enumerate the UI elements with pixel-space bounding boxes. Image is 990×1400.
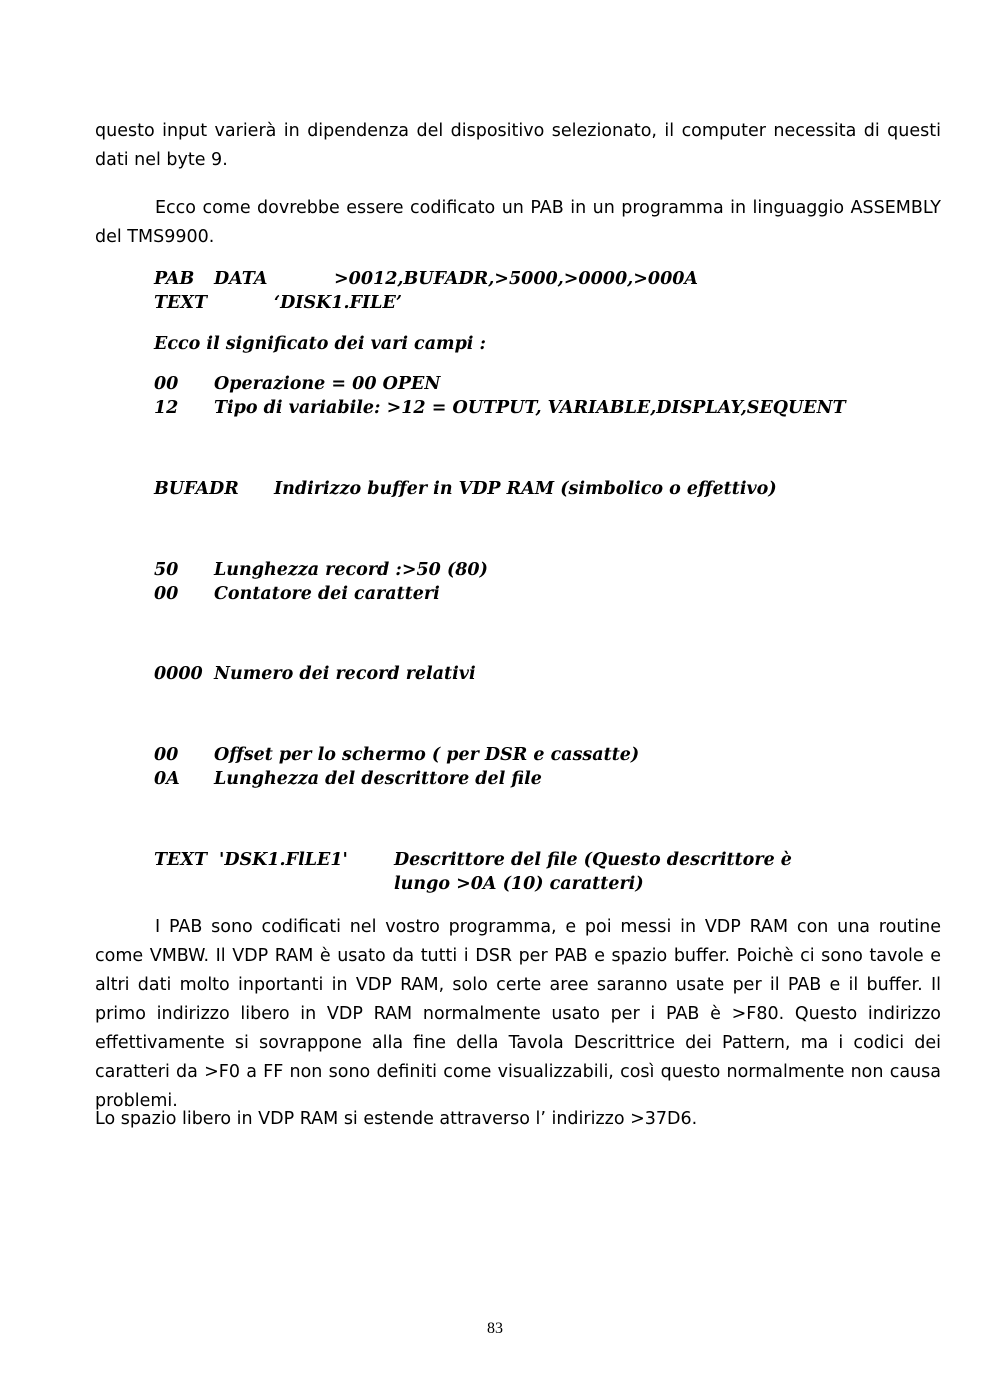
field-arg: 'DSK1.FlLE1' xyxy=(219,850,348,870)
field-desc: Operazione = 00 OPEN xyxy=(214,374,441,394)
field-code: 50 xyxy=(154,560,179,580)
field-desc: Contatore dei caratteri xyxy=(214,584,440,604)
field-code: 00 xyxy=(154,584,179,604)
paragraph-body-1: I PAB sono codificati nel vostro programma, e poi messi in VDP RAM con una routine come VMBW. Il VDP RAM è usato da tutti i DSR per PAB e spazio buffer. Poichè ci sono tavole e altri dati molto inportanti in VDP RAM, solo certe aree saranno usate per il PAB e il buffer. Il primo indirizzo libero in VDP RAM normalmente usato per i PAB è >F80. Questo indirizzo effettivamente si sovrappone alla fine della Tavola Descrittrice dei Pattern, ma i codici dei caratteri da >F0 a FF non sono definiti come visualizzabili, così questo normalmente non causa problemi. xyxy=(95,917,941,1111)
field-code: 00 xyxy=(154,745,179,765)
field-row-text xyxy=(154,848,944,896)
field-desc: Tipo di variabile: >12 = OUTPUT, VARIABLE,DISPLAY,SEQUENT xyxy=(214,398,846,418)
fields-heading: Ecco il significato dei vari campi : xyxy=(154,334,487,354)
code-args: ‘DISK1.FILE’ xyxy=(274,293,402,313)
page-number: 83 xyxy=(487,1320,503,1337)
field-desc: Indirizzo buffer in VDP RAM (simbolico o effettivo) xyxy=(274,479,777,499)
field-desc-line1: Descrittore del file (Questo descrittore è xyxy=(394,850,792,870)
field-code: TEXT xyxy=(154,850,207,870)
field-desc: Lunghezza record :>50 (80) xyxy=(214,560,488,580)
paragraph-intro-2: Ecco come dovrebbe essere codificato un PAB in un programma in linguaggio ASSEMBLY del TMS9900. xyxy=(95,198,941,247)
code-label: TEXT xyxy=(154,293,207,313)
field-code: 12 xyxy=(154,398,179,418)
field-code: 00 xyxy=(154,374,179,394)
paragraph-body-2: Lo spazio libero in VDP RAM si estende attraverso l’ indirizzo >37D6. xyxy=(95,1109,698,1129)
field-code: 0A xyxy=(154,769,180,789)
field-desc: Offset per lo schermo ( per DSR e cassatte) xyxy=(214,745,640,765)
code-label: PAB xyxy=(154,269,195,289)
code-args: >0012,BUFADR,>5000,>0000,>000A xyxy=(334,269,698,289)
paragraph-intro-1: questo input varierà in dipendenza del dispositivo selezionato, il computer necessita di questi dati nel byte 9. xyxy=(95,121,941,170)
field-desc: Lunghezza del descrittore del file xyxy=(214,769,542,789)
field-desc: Numero dei record relativi xyxy=(214,664,476,684)
field-desc-line2: lungo >0A (10) caratteri) xyxy=(394,874,644,894)
field-code: BUFADR xyxy=(154,479,239,499)
code-op: DATA xyxy=(214,269,268,289)
field-code: 0000 xyxy=(154,664,203,684)
